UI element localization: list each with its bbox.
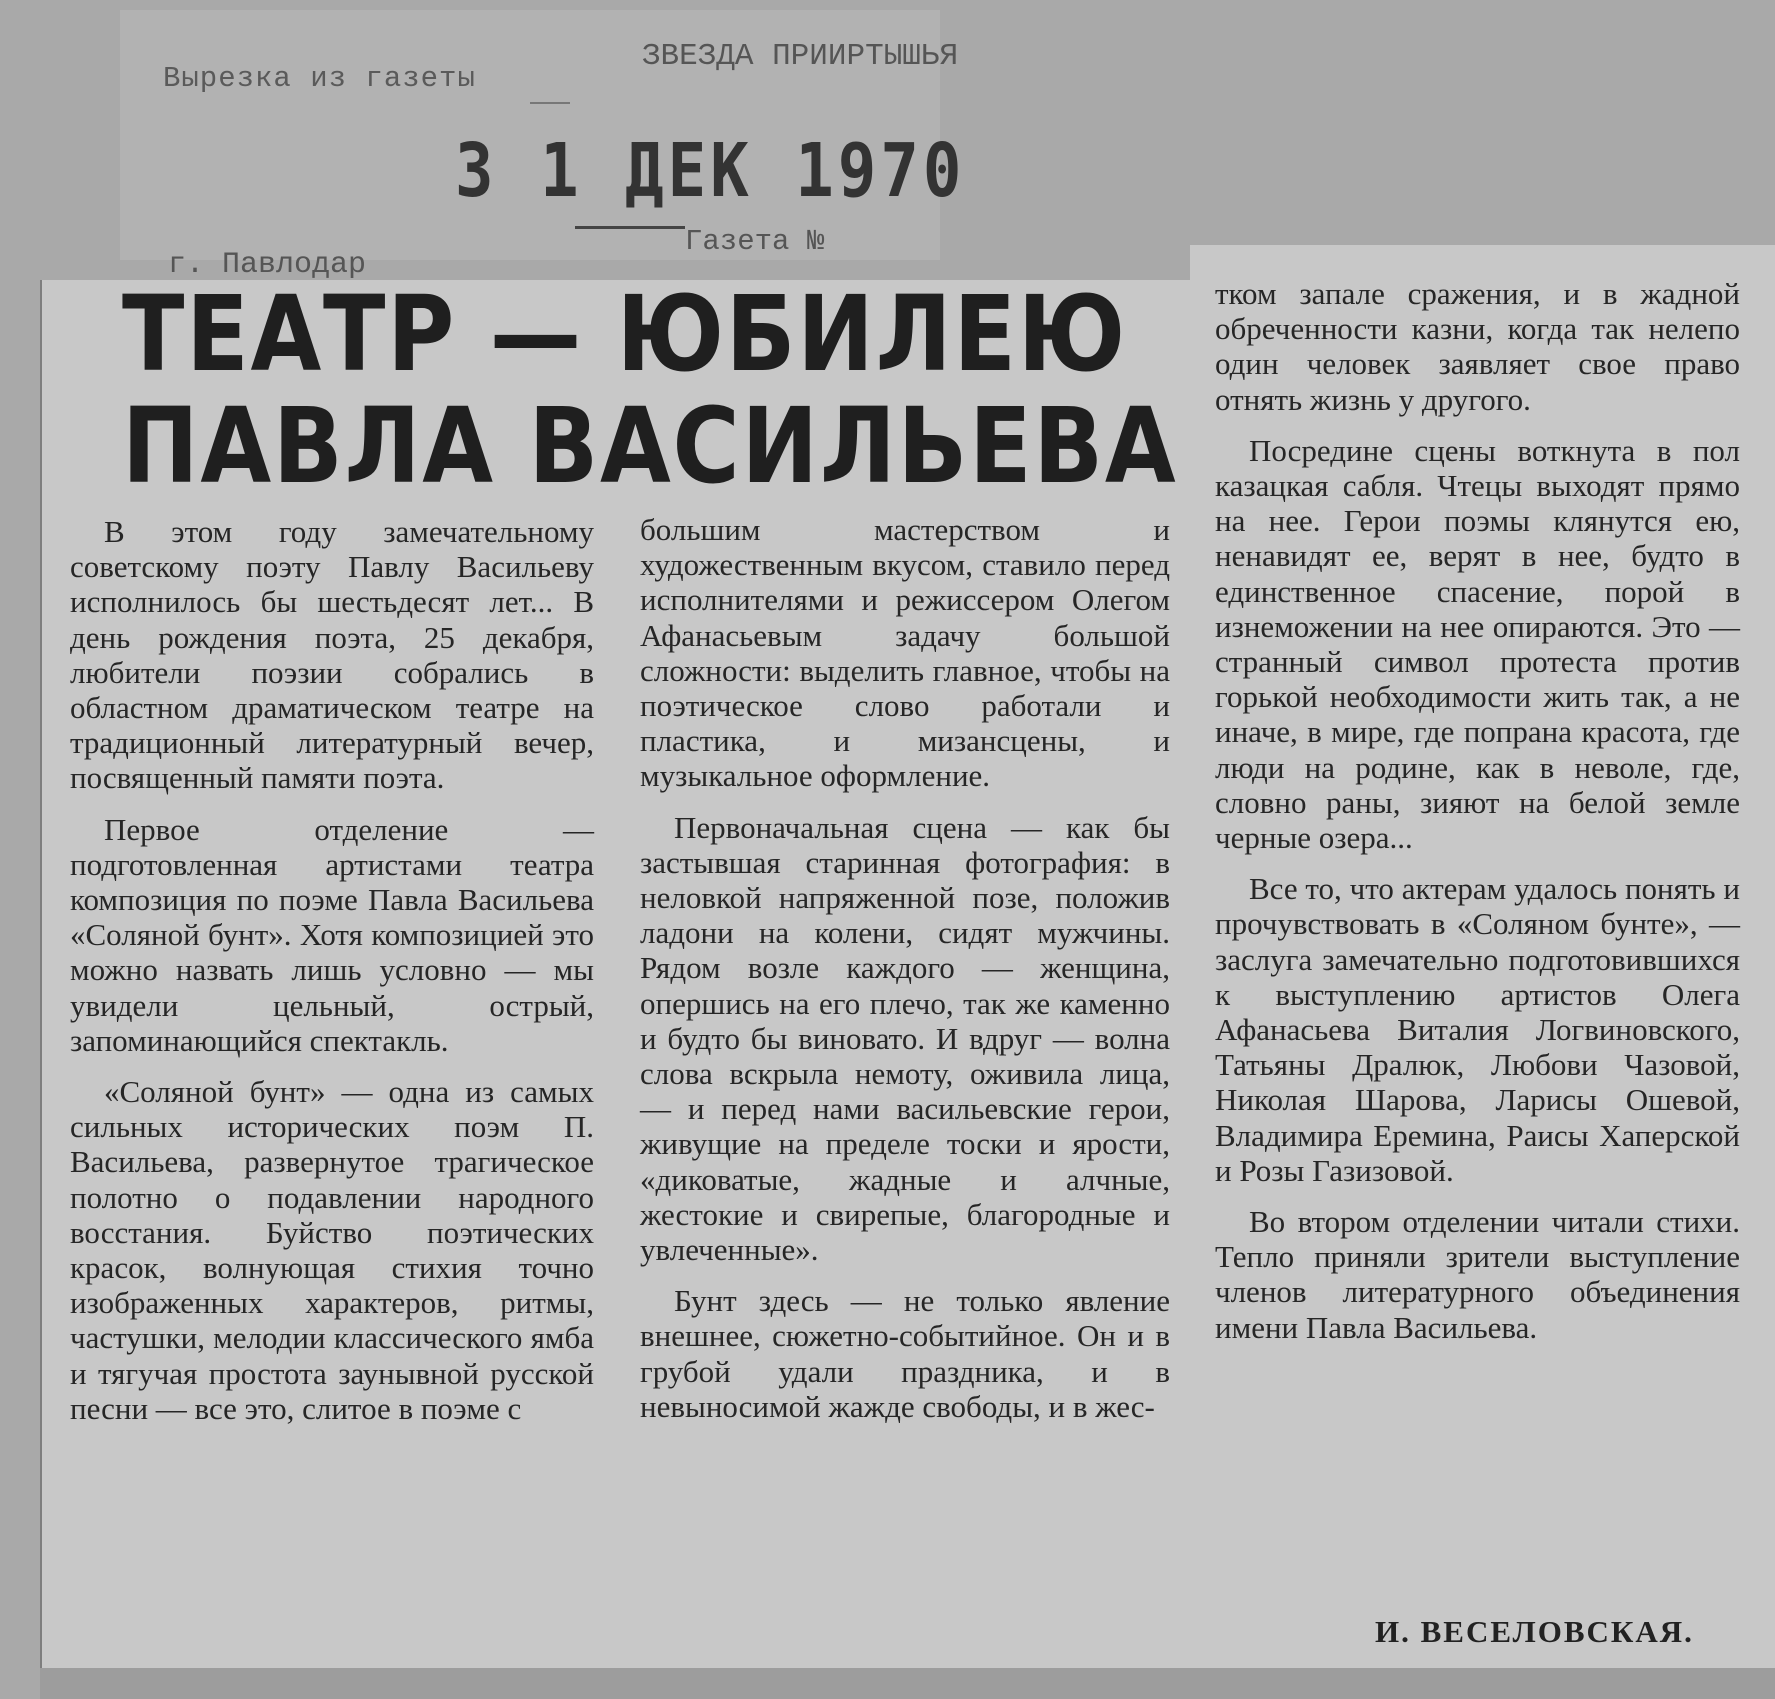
paragraph: Все то, что актерам удалось понять и прочувствовать в «Соляном бунте», — заслуга замечательно подготовившихся к выступлению артистов Олега Афанасьева Виталия Логвиновского, Татьяны Дралюк, Любови Чазовой, Николая Шарова, Ларисы Ошевой, Владимира Еремина, Раисы Хаперской и Розы Газизовой. [1215,871,1740,1188]
paragraph: В этом году замечательному советскому поэту Павлу Васильеву исполнилось бы шестьдесят лет... В день рождения поэта, 25 декабря, любители поэзии собрались в областном драматическом театре на традиционный литературный вечер, посвященный памяти поэта. [70,514,594,796]
date-stamp: 3 1 ДЕК 1970 [455,129,966,215]
clipping-label: Вырезка из газеты [163,62,476,95]
paragraph: «Соляной бунт» — одна из самых сильных исторических поэм П. Васильева, развернутое трагическое полотно о подавлении народного восстания. Буйство поэтических красок, волнующая стихия точно изображенных характеров, ритмы, частушки, мелодии классического ямба и тягучая простота заунывной русской песни — все это, слитое в поэме с [70,1074,594,1426]
newspaper-name: ЗВЕЗДА ПРИИРТЫШЬЯ [641,39,959,74]
paragraph: Посредине сцены воткнута в пол казацкая сабля. Чтецы выходят прямо на нее. Герои поэмы клянутся ею, ненавидят ее, верят в нее, будто в единственное спасение, порой в изнеможении на нее опираются. Это — странный символ протеста против горькой необходимости жить так, а не иначе, в мире, где попрана красота, где люди на родине, как в неволе, где, словно раны, зияют на белой земле черные озера... [1215,432,1740,856]
article-column-2 [640,512,1170,1440]
paragraph: Во втором отделении читали стихи. Тепло приняли зрители выступление членов литературного объединения имени Павла Васильева. [1215,1204,1740,1345]
headline-line-2: ПАВЛА ВАСИЛЬЕВА [122,385,1178,507]
article-column-1 [70,514,594,1442]
article-column-3 [1215,276,1740,1361]
paragraph: большим мастерством и художественным вкусом, ставило перед исполнителями и режиссером Олегом Афанасьевым задачу большой сложности: выделить главное, чтобы на поэтическое слово работали и пластика, и мизансцены, и музыкальное оформление. [640,512,1170,794]
paragraph: тком запале сражения, и в жадной обреченности казни, когда так нелепо один человек заявляет свое право отнять жизнь у другого. [1215,276,1740,417]
headline-line-1: ТЕАТР — ЮБИЛЕЮ [122,273,1127,395]
city-label: г. Павлодар [168,248,367,282]
scan-bottom-edge [40,1668,1775,1699]
article-headline [122,273,1178,507]
paragraph: Первое отделение — подготовленная артистами театра композиция по поэме Павла Васильева «Соляной бунт». Хотя композицией это можно назвать лишь условно — мы увидели цельный, острый, запоминающийся спектакль. [70,811,594,1058]
paragraph: Бунт здесь — не только явление внешнее, сюжетно-событийное. Он и в грубой удали праздника, и в невыносимой жажде свободы, и в жес- [640,1283,1170,1424]
header-divider [530,102,570,104]
gazeta-number-label: Газета № [685,225,825,258]
paragraph: Первоначальная сцена — как бы застывшая старинная фотография: в неловкой напряженной позе, положив ладони на колени, сидят мужчины. Рядом возле каждого — женщина, опершись на его плечо, так же каменно и будто бы виновато. И вдруг — волна слова вскрыла немоту, оживила лица, — и перед нами васильевские герои, живущие на пределе тоски и ярости, «диковатые, жадные и алчные, жестокие и свирепые, благородные и увлеченные». [640,809,1170,1268]
article-author: И. ВЕСЕЛОВСКАЯ. [1375,1614,1694,1649]
stamp-underline [575,226,685,229]
